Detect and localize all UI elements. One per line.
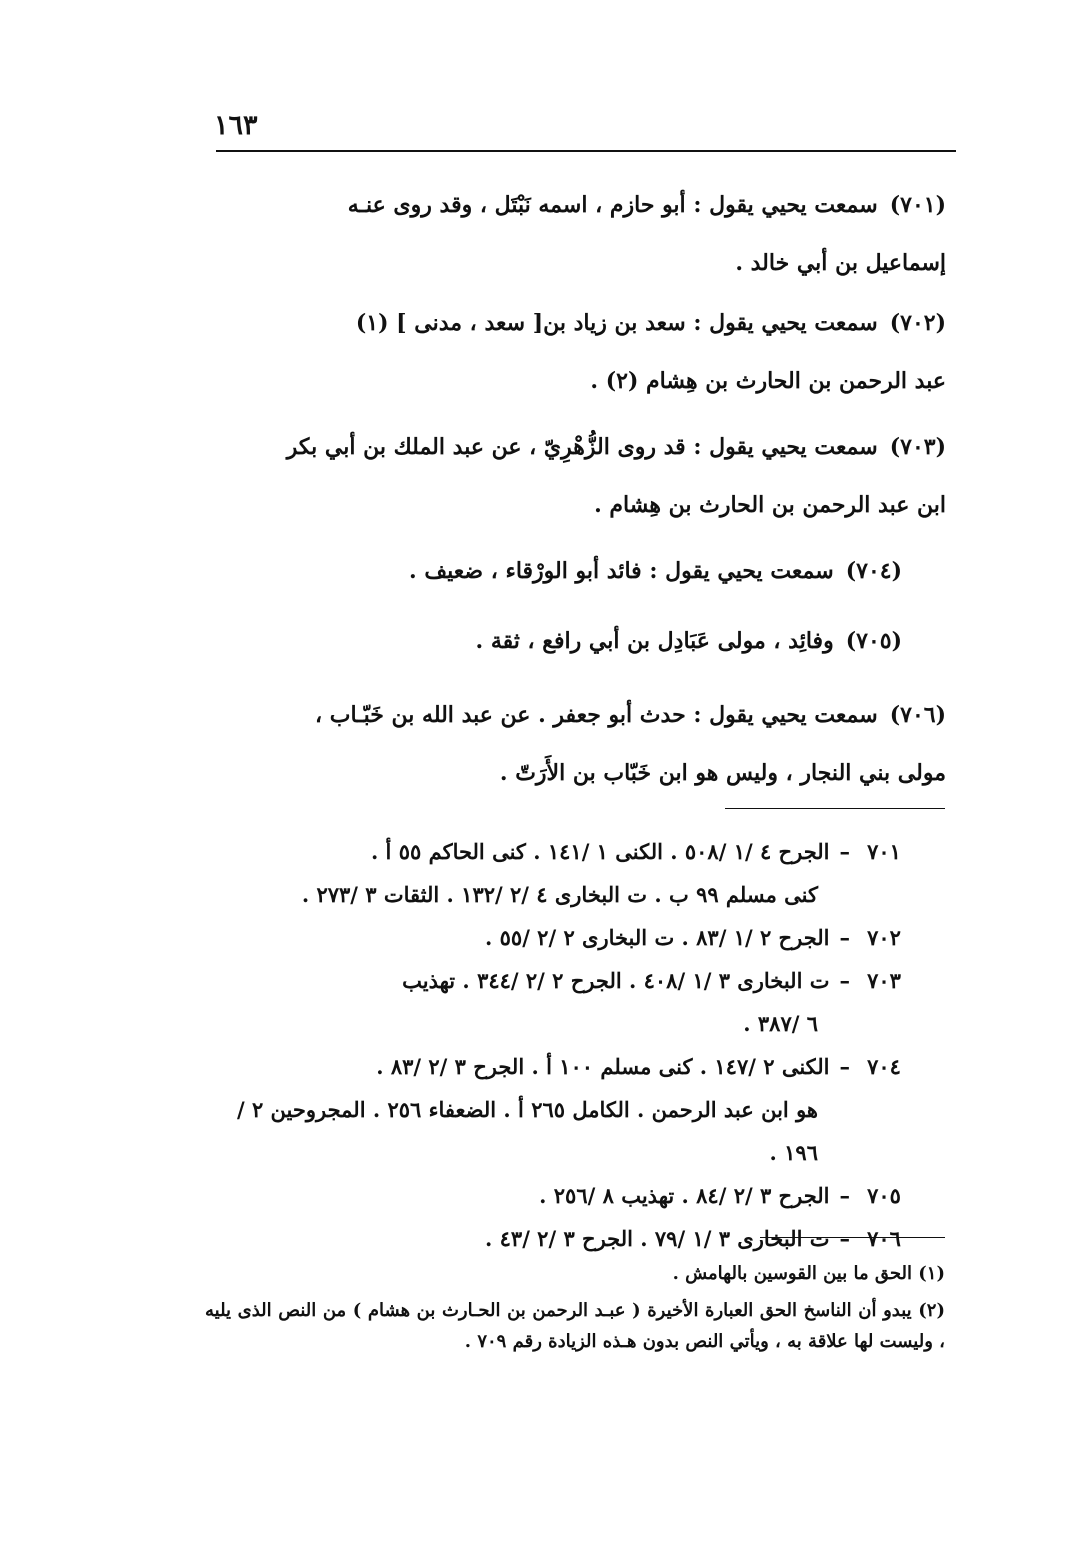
entry-704	[218, 542, 946, 600]
page-number: ١٦٣	[214, 110, 258, 141]
entry-line: إسماعيل بن أبي خالد .	[735, 250, 946, 276]
entry-text: سمعت يحيي يقول : أبو حازم ، اسمه نَبْتَل ، وقد روى عنـه	[347, 192, 878, 218]
reference-701	[218, 830, 908, 916]
entry-number: (٧٠٥)	[845, 628, 902, 654]
reference-703	[218, 959, 908, 1045]
reference-dash: –	[839, 925, 850, 950]
header-rule	[216, 150, 956, 152]
reference-705	[218, 1174, 908, 1217]
entry-number: (٧٠١)	[889, 192, 946, 218]
entry-line	[218, 294, 946, 352]
footnotes	[205, 1258, 945, 1357]
reference-dash: –	[839, 839, 850, 864]
entry-702	[218, 294, 946, 410]
footnote-2: (٢) يبدو أن الناسخ الحق العبارة الأخيرة ( عبـد الرحمن بن الحـارث بن هشام ) من النص الذى يليه ، وليست لها علاقة به ، ويأتي النص بدون هـذه الزيادة رقم ٧٠٩ .	[205, 1300, 945, 1352]
reference-line	[218, 1174, 908, 1217]
footnote-1: (١) الحق ما بين القوسين بالهامش .	[672, 1263, 945, 1284]
reference-line	[218, 959, 908, 1002]
reference-number: ٧٠٦	[867, 1226, 901, 1251]
entry-text: سمعت يحيي يقول : فائد أبو الورْقاء ، ضعيف .	[409, 558, 834, 584]
entry-number: (٧٠٣)	[889, 434, 946, 460]
reference-line: كنى مسلم ٩٩ ب . ت البخارى ٤ /٢ /١٣٢ . الثقات ٣ /٢٧٣ .	[301, 882, 818, 907]
entry-line	[218, 418, 946, 476]
reference-line	[218, 916, 908, 959]
reference-dash: –	[839, 968, 850, 993]
entry-text: سمعت يحيي يقول : سعد بن زياد بن[ سعد ، مدنى ] (١)	[355, 310, 878, 336]
entry-text: وفائِد ، مولى عَبَادِل بن أبي رافع ، ثقة .	[475, 628, 834, 654]
entry-701	[218, 176, 946, 292]
reference-line: ٦ /٣٨٧ .	[743, 1011, 818, 1036]
reference-text: الجرح ٢ /١ /٨٣ . ت البخارى ٢ /٢ /٥٥ .	[485, 925, 830, 950]
reference-dash: –	[839, 1054, 850, 1079]
entry-line	[218, 686, 946, 744]
reference-line	[218, 1045, 908, 1088]
reference-702	[218, 916, 908, 959]
entry-line	[218, 612, 902, 670]
entry-text: سمعت يحيي يقول : قد روى الزُّهْرِيّ ، عن عبد الملك بن أبي بكر	[286, 434, 878, 460]
entry-703	[218, 418, 946, 534]
reference-dash: –	[839, 1183, 850, 1208]
reference-number: ٧٠١	[867, 839, 901, 864]
references-block	[218, 830, 908, 1260]
entry-number: (٧٠٢)	[889, 310, 946, 336]
reference-text: ت البخارى ٣ /١ /٧٩ . الجرح ٣ /٢ /٤٣ .	[485, 1226, 830, 1251]
entry-line	[218, 542, 902, 600]
entry-number: (٧٠٦)	[889, 702, 946, 728]
entry-number: (٧٠٤)	[845, 558, 902, 584]
entry-line: عبد الرحمن بن الحارث بن هِشام (٢) .	[590, 368, 946, 394]
references-separator	[725, 808, 945, 809]
entry-line: ابن عبد الرحمن بن الحارث بن هِشام .	[594, 492, 946, 518]
entry-705	[218, 612, 946, 670]
reference-line	[218, 1217, 908, 1260]
reference-706	[218, 1217, 908, 1260]
reference-text: الكنى ٢ /١٤٧ . كنى مسلم ١٠٠ أ . الجرح ٣ /٢ /٨٣ .	[376, 1054, 830, 1079]
reference-text: الجرح ٣ /٢ /٨٤ . تهذيب ٨ /٢٥٦ .	[539, 1183, 830, 1208]
entry-line: مولى بني النجار ، وليس هو ابن خَبّاب بن الأَرَتّ .	[499, 760, 946, 786]
entry-line	[218, 176, 946, 234]
reference-text: الجرح ٤ /١ /٥٠٨ . الكنى ١ /١٤١ . كنى الحاكم ٥٥ أ .	[370, 839, 830, 864]
reference-704	[218, 1045, 908, 1174]
reference-number: ٧٠٢	[867, 925, 901, 950]
reference-number: ٧٠٤	[867, 1054, 901, 1079]
entry-706	[218, 686, 946, 802]
reference-number: ٧٠٥	[867, 1183, 901, 1208]
reference-line: هو ابن عبد الرحمن . الكامل ٢٦٥ أ . الضعفاء ٢٥٦ . المجروحين ٢ /١٩٦ .	[236, 1097, 818, 1165]
reference-number: ٧٠٣	[867, 968, 901, 993]
entry-text: سمعت يحيي يقول : حدث أبو جعفر . عن عبد الله بن خَبّـاب ،	[314, 702, 878, 728]
reference-text: ت البخارى ٣ /١ /٤٠٨ . الجرح ٢ /٢ /٣٤٤ . تهذيب	[402, 968, 830, 993]
reference-dash: –	[839, 1226, 850, 1251]
reference-line	[218, 830, 908, 873]
footnote-separator	[760, 1237, 945, 1238]
